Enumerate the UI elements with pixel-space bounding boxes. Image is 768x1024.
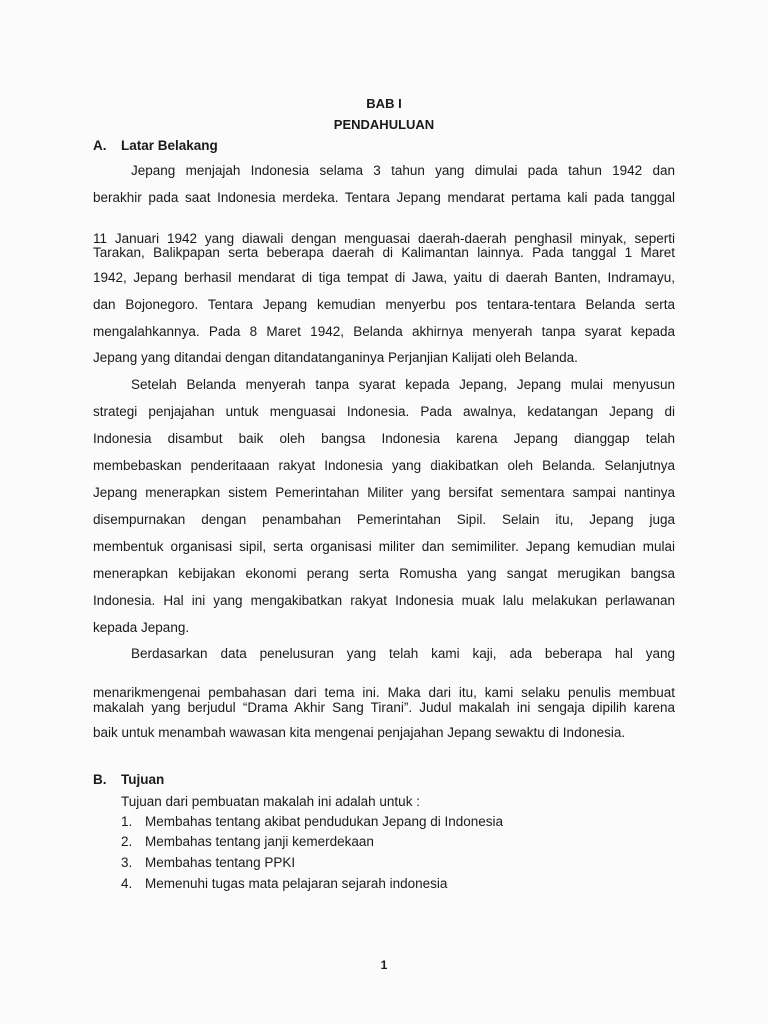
paragraph-line: strategi penjajahan untuk menguasai Indonesia. Pada awalnya, kedatangan Jepang di — [93, 404, 675, 419]
paragraph-line: membentuk organisasi sipil, serta organisasi militer dan semimiliter. Jepang kemudian mulai — [93, 539, 675, 554]
paragraph-line: Indonesia. Hal ini yang mengakibatkan rakyat Indonesia muak lalu melakukan perlawanan — [93, 593, 675, 608]
paragraph-line: 11 Januari 1942 yang diawali dengan menguasai daerah-daerah penghasil minyak, seperti — [93, 231, 675, 246]
page-number: 1 — [380, 958, 388, 972]
list-item-number: 2. — [121, 834, 133, 849]
paragraph-line: membebaskan penderitaaan rakyat Indonesia yang diakibatkan oleh Belanda. Selanjutnya — [93, 458, 675, 473]
list-item-number: 3. — [121, 855, 133, 870]
chapter-number: BAB I — [366, 96, 402, 111]
paragraph-line: Tarakan, Balikpapan serta beberapa daerah di Kalimantan lainnya. Pada tanggal 1 Maret — [93, 245, 675, 260]
list-item-number: 1. — [121, 814, 133, 829]
paragraph-line: mengalahkannya. Pada 8 Maret 1942, Belanda akhirnya menyerah tanpa syarat kepada — [93, 324, 675, 339]
list-item-number: 4. — [121, 876, 133, 891]
section-b-intro: Tujuan dari pembuatan makalah ini adalah untuk : — [121, 794, 420, 809]
paragraph-line: 1942, Jepang berhasil mendarat di tiga tempat di Jawa, yaitu di daerah Banten, Indramayu, — [93, 270, 675, 285]
section-a-heading — [93, 138, 218, 153]
section-b-number: B. — [93, 772, 107, 787]
paragraph-line: berakhir pada saat Indonesia merdeka. Tentara Jepang mendarat pertama kali pada tanggal — [93, 190, 675, 205]
section-b-heading — [93, 772, 164, 787]
paragraph-line: Berdasarkan data penelusuran yang telah kami kaji, ada beberapa hal yang — [131, 646, 675, 661]
paragraph-line: makalah yang berjudul “Drama Akhir Sang Tirani”. Judul makalah ini sengaja dipilih karena — [93, 700, 675, 715]
section-b-title: Tujuan — [121, 772, 165, 787]
paragraph-line: Setelah Belanda menyerah tanpa syarat kepada Jepang, Jepang mulai menyusun — [131, 377, 675, 392]
paragraph-line: kepada Jepang. — [93, 620, 190, 635]
list-item: Membahas tentang akibat pendudukan Jepang di Indonesia — [145, 814, 504, 829]
paragraph-line: Jepang yang ditandai dengan ditandatanganinya Perjanjian Kalijati oleh Belanda. — [93, 350, 578, 365]
paragraph-line: Jepang menerapkan sistem Pemerintahan Militer yang bersifat sementara sampai nantinya — [93, 485, 675, 500]
list-item: Membahas tentang PPKI — [145, 855, 296, 870]
paragraph-line: menerapkan kebijakan ekonomi perang serta Romusha yang sangat merugikan bangsa — [93, 566, 675, 581]
paragraph-line: Jepang menjajah Indonesia selama 3 tahun yang dimulai pada tahun 1942 dan — [131, 163, 675, 178]
paragraph-line: menarikmengenai pembahasan dari tema ini. Maka dari itu, kami selaku penulis membuat — [93, 685, 675, 700]
paragraph-line: baik untuk menambah wawasan kita mengenai penjajahan Jepang sewaktu di Indonesia. — [93, 725, 626, 740]
list-item: Memenuhi tugas mata pelajaran sejarah indonesia — [145, 876, 448, 891]
paragraph-line: dan Bojonegoro. Tentara Jepang kemudian menyerbu pos tentara-tentara Belanda serta — [93, 297, 675, 312]
section-a-title: Latar Belakang — [121, 138, 218, 153]
chapter-title: PENDAHULUAN — [333, 117, 435, 132]
section-a-number: A. — [93, 138, 107, 153]
paragraph-line: Indonesia disambut baik oleh bangsa Indonesia karena Jepang dianggap telah — [93, 431, 675, 446]
paragraph-line: disempurnakan dengan penambahan Pemerintahan Sipil. Selain itu, Jepang juga — [93, 512, 675, 527]
list-item: Membahas tentang janji kemerdekaan — [145, 834, 374, 849]
